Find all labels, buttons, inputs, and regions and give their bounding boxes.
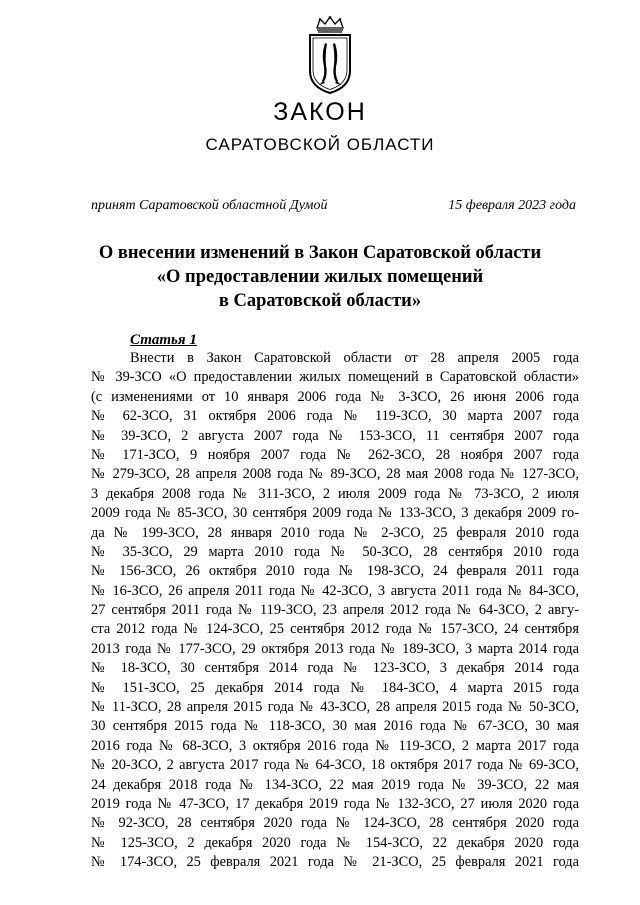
body-line: № 18-ЗСО, 30 сентября 2014 года № 123-ЗСО, 3 декабря 2014 года <box>91 660 579 677</box>
body-line: № 279-ЗСО, 28 апреля 2008 года № 89-ЗСО, 28 мая 2008 года № 127-ЗСО, <box>91 466 579 483</box>
adopted-by-text: принят Саратовской областной Думой <box>91 198 328 213</box>
body-line: № 11-ЗСО, 28 апреля 2015 года № 43-ЗСО, 28 апреля 2015 года № 50-ЗСО, <box>91 699 579 716</box>
body-line: 30 сентября 2015 года № 118-ЗСО, 30 мая 2016 года № 67-ЗСО, 30 мая <box>91 718 579 735</box>
body-line: ста 2012 года № 124-ЗСО, 25 сентября 2012 года № 157-ЗСО, 24 сентября <box>91 621 579 638</box>
body-line: да № 199-ЗСО, 28 января 2010 года № 2-ЗСО, 25 февраля 2010 года <box>91 524 579 541</box>
body-line: № 39-ЗСО «О предоставлении жилых помещений в Саратовской области» <box>91 369 579 386</box>
law-title: ЗАКОН <box>273 98 367 126</box>
body-line: 2016 года № 68-ЗСО, 3 октября 2016 года № 119-ЗСО, 2 марта 2017 года <box>91 737 579 754</box>
title-line: в Саратовской области» <box>218 291 422 311</box>
body-line: № 39-ЗСО, 2 августа 2007 года № 153-ЗСО, 11 сентября 2007 года <box>91 427 579 444</box>
body-line: 2013 года № 177-ЗСО, 29 октября 2013 года № 189-ЗСО, 3 марта 2014 года <box>91 640 579 657</box>
adoption-date: 15 февраля 2023 года <box>448 198 576 213</box>
body-line: № 20-ЗСО, 2 августа 2017 года № 64-ЗСО, 18 октября 2017 года № 69-ЗСО, <box>91 757 579 774</box>
body-line: № 174-ЗСО, 25 февраля 2021 года № 21-ЗСО, 25 февраля 2021 года <box>91 854 579 871</box>
coat-of-arms-icon <box>304 15 356 95</box>
article-heading: Статья 1 <box>130 332 197 348</box>
body-line: № 92-ЗСО, 28 сентября 2020 года № 124-ЗСО, 28 сентября 2020 года <box>91 815 579 832</box>
document-title <box>60 241 580 313</box>
region-title: САРАТОВСКОЙ ОБЛАСТИ <box>205 135 435 154</box>
title-line: «О предоставлении жилых помещений <box>156 267 484 287</box>
body-line: (с изменениями от 10 января 2006 года № 3-ЗСО, 26 июня 2006 года <box>91 388 579 405</box>
body-line: 27 сентября 2011 года № 119-ЗСО, 23 апреля 2012 года № 64-ЗСО, 2 авгу- <box>91 602 579 619</box>
body-line: 2019 года № 47-ЗСО, 17 декабря 2019 года № 132-ЗСО, 27 июля 2020 года <box>91 795 579 812</box>
body-line: № 156-ЗСО, 26 октября 2010 года № 198-ЗСО, 24 февраля 2011 года <box>91 563 579 580</box>
article-body <box>91 349 579 873</box>
body-line: 2009 года № 85-ЗСО, 30 сентября 2009 года № 133-ЗСО, 3 декабря 2009 го- <box>91 505 579 522</box>
body-line: 24 декабря 2018 года № 134-ЗСО, 22 мая 2019 года № 39-ЗСО, 22 мая <box>91 776 579 793</box>
body-line: № 62-ЗСО, 31 октября 2006 года № 119-ЗСО, 30 марта 2007 года <box>91 408 579 425</box>
body-line: Внести в Закон Саратовской области от 28 апреля 2005 года <box>130 350 579 366</box>
adoption-row <box>91 197 576 215</box>
body-line: № 35-ЗСО, 29 марта 2010 года № 50-ЗСО, 28 сентября 2010 года <box>91 543 579 560</box>
body-line: № 171-ЗСО, 9 ноября 2007 года № 262-ЗСО, 28 ноября 2007 года <box>91 446 579 463</box>
body-line: № 125-ЗСО, 2 декабря 2020 года № 154-ЗСО, 22 декабря 2020 года <box>91 834 579 851</box>
title-line: О внесении изменений в Закон Саратовской области <box>98 243 542 263</box>
body-line: 3 декабря 2008 года № 311-ЗСО, 2 июля 2009 года № 73-ЗСО, 2 июля <box>91 485 579 502</box>
body-line: № 151-ЗСО, 25 декабря 2014 года № 184-ЗСО, 4 марта 2015 года <box>91 679 579 696</box>
body-line: № 16-ЗСО, 26 апреля 2011 года № 42-ЗСО, 3 августа 2011 года № 84-ЗСО, <box>91 582 579 599</box>
